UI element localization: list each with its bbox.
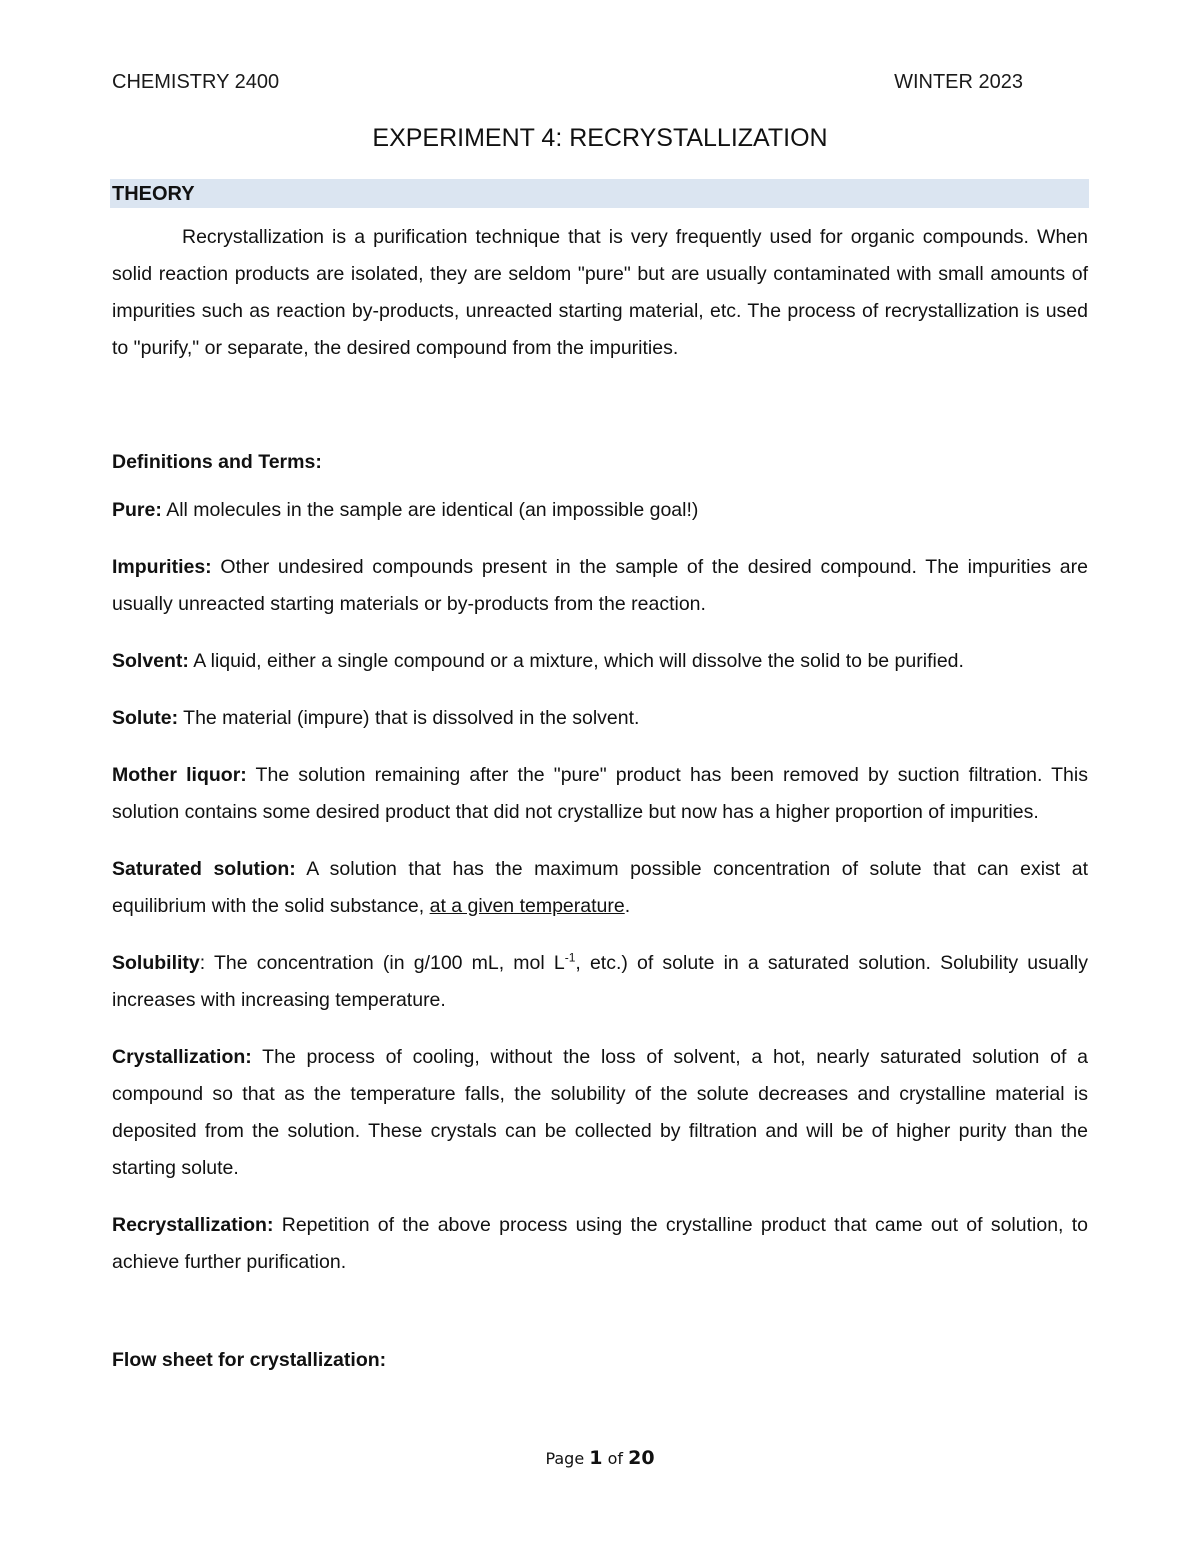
- definition-crystallization: [112, 1039, 1088, 1187]
- definition-term: Crystallization:: [112, 1046, 252, 1068]
- underlined-phrase: at a given temperature: [429, 895, 625, 917]
- definition-term: Solute:: [112, 707, 179, 729]
- definitions-heading: Definitions and Terms:: [112, 451, 322, 473]
- footer-of-word: of: [607, 1449, 624, 1468]
- definition-text-continued: , etc.) of solute in a saturated solution. Solubility usually increases with increasing temperature.: [112, 952, 1088, 1011]
- definition-mother-liquor: [112, 757, 1088, 831]
- definition-term: Pure:: [112, 499, 162, 521]
- definition-text: The material (impure) that is dissolved in the solvent.: [178, 707, 640, 729]
- definition-solute: [112, 700, 1088, 737]
- definition-term: Impurities:: [112, 556, 212, 578]
- document-title: EXPERIMENT 4: RECRYSTALLIZATION: [372, 124, 828, 152]
- theory-paragraph: Recrystallization is a purification technique that is very frequently used for organic compounds. When solid reaction products are isolated, they are seldom "pure" but are usually contaminated with small amounts of impurities such as reaction by-products, unreacted starting material, etc. The process of recrystallization is used to "purify," or separate, the desired compound from the impurities.: [112, 226, 1088, 359]
- definition-term: Recrystallization:: [112, 1214, 274, 1236]
- definition-text: Repetition of the above process using the crystalline product that came out of solution, to achieve further purification.: [112, 1214, 1088, 1273]
- definition-text: The process of cooling, without the loss of solvent, a hot, nearly saturated solution of a compound so that as the temperature falls, the solubility of the solute decreases and crystalline material is deposited from the solution. These crystals can be collected by filtration and will be of higher purity than the starting solute.: [112, 1046, 1088, 1179]
- definition-text: The solution remaining after the "pure" product has been removed by suction filtration. This solution contains some desired product that did not crystallize but now has a higher proportion of impurities.: [112, 764, 1088, 823]
- page-footer: [0, 1445, 1200, 1472]
- header-course: CHEMISTRY 2400: [112, 71, 280, 93]
- definition-text: A solution that has the maximum possible concentration of solute that can exist at equilibrium with the solid substance,: [112, 858, 1089, 917]
- definition-saturated-solution: [112, 851, 1088, 925]
- flow-sheet-heading: Flow sheet for crystallization:: [112, 1349, 387, 1371]
- definition-text: : The concentration (in g/100 mL, mol L: [199, 952, 565, 974]
- footer-current-page: 1: [589, 1447, 603, 1469]
- definitions-list: [112, 492, 1088, 1301]
- footer-total-pages: 20: [628, 1447, 655, 1469]
- definition-text: A liquid, either a single compound or a mixture, which will dissolve the solid to be purified.: [188, 650, 964, 672]
- theory-heading: THEORY: [112, 183, 195, 205]
- definition-solvent: [112, 643, 1088, 680]
- superscript: -1: [564, 950, 576, 965]
- definition-term: Solubility: [112, 952, 200, 974]
- definition-solubility: [112, 945, 1088, 1019]
- footer-page-word: Page: [545, 1449, 585, 1468]
- definition-term: Mother liquor:: [112, 764, 247, 786]
- definition-term: Saturated solution:: [112, 858, 296, 880]
- definition-impurities: [112, 549, 1088, 623]
- definition-text: All molecules in the sample are identical (an impossible goal!): [161, 499, 699, 521]
- header-term: WINTER 2023: [894, 71, 1023, 93]
- definition-recrystallization: [112, 1207, 1088, 1281]
- theory-section-bar: [110, 179, 1089, 208]
- definition-term: Solvent:: [112, 650, 189, 672]
- definition-end: .: [624, 895, 631, 917]
- definition-pure: [112, 492, 1088, 529]
- definition-text: Other undesired compounds present in the sample of the desired compound. The impurities are usually unreacted starting materials or by-products from the reaction.: [112, 556, 1088, 615]
